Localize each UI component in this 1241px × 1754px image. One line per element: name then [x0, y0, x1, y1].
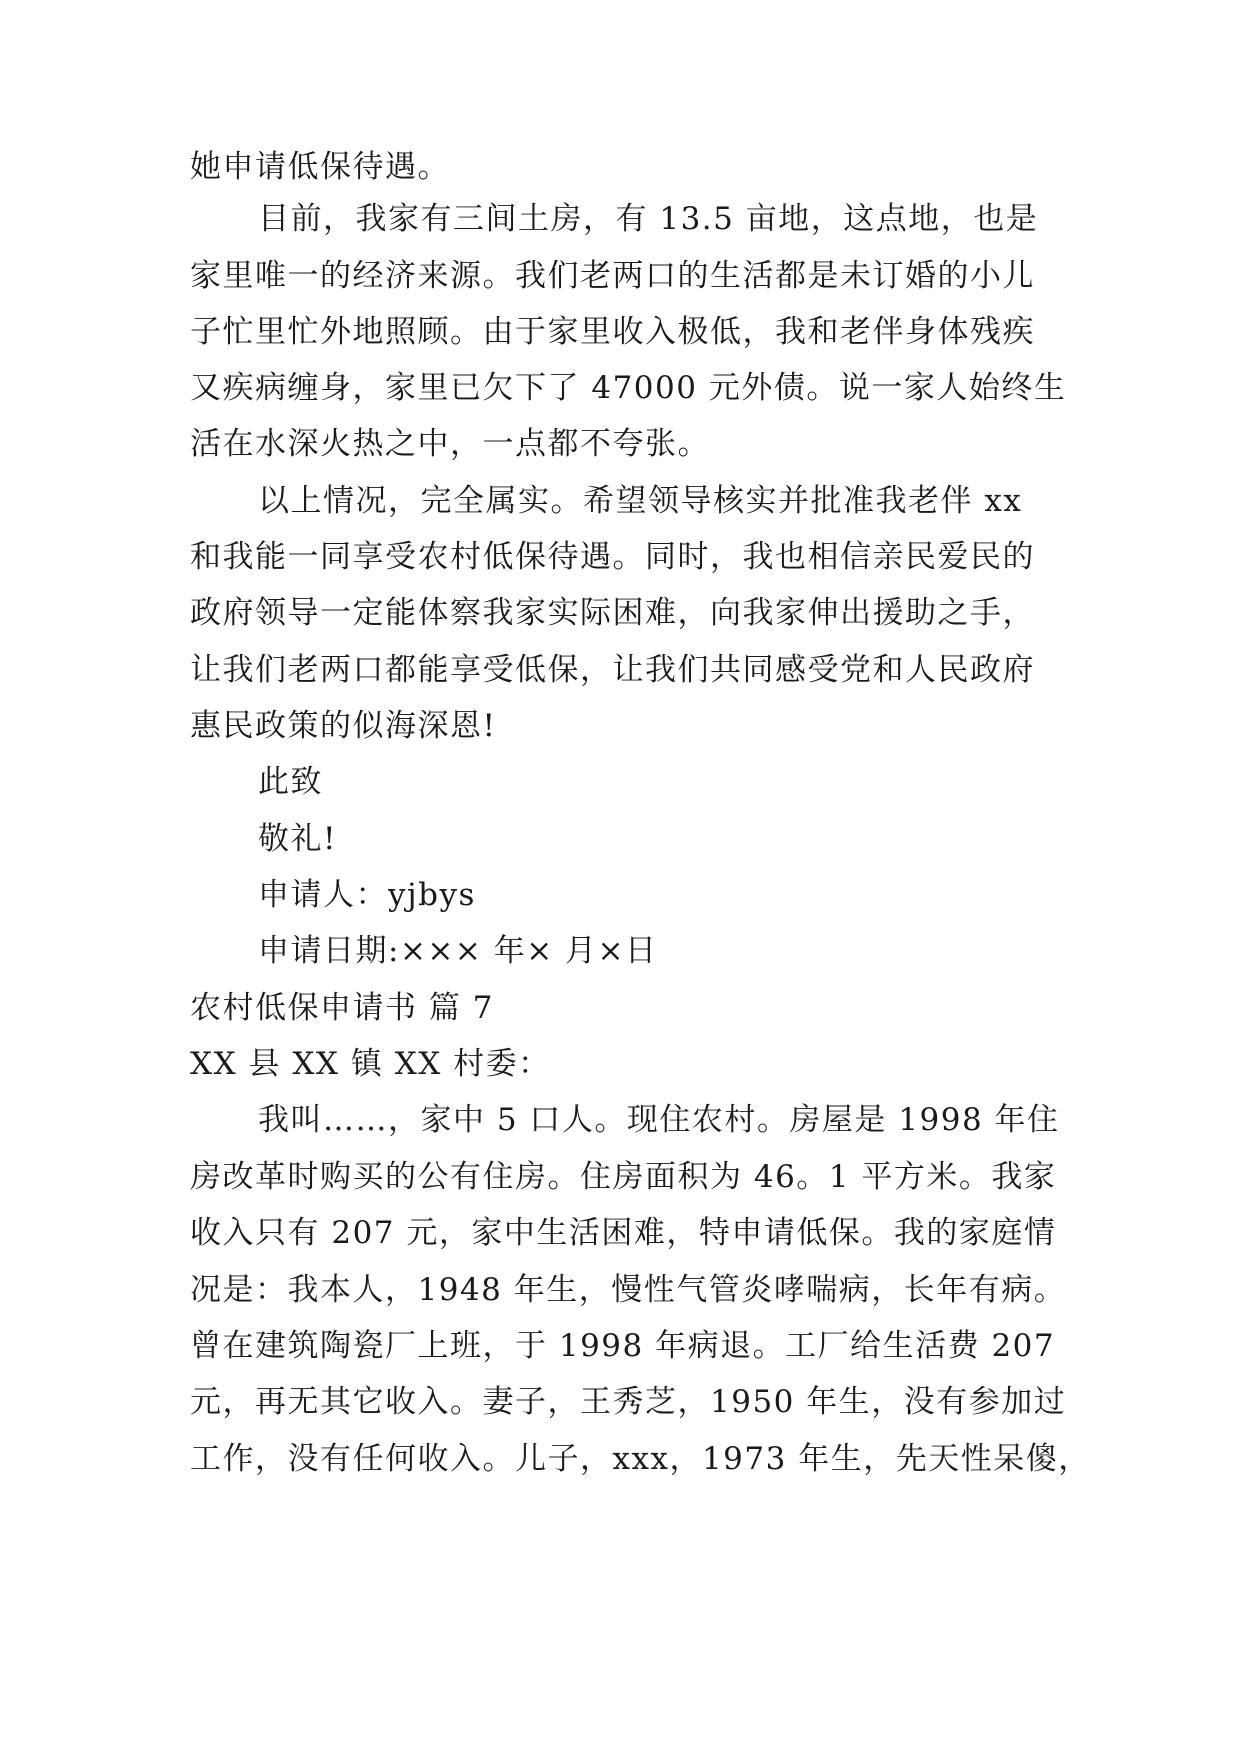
text-line: 目前，我家有三间土房，有 13.5 亩地，这点地，也是: [258, 201, 1039, 237]
applicant-line: 申请人：yjbys: [258, 877, 476, 913]
text-line: 子忙里忙外地照顾。由于家里收入极低，我和老伴身体残疾: [190, 314, 1035, 350]
salutation-line: XX 县 XX 镇 XX 村委：: [190, 1046, 551, 1082]
text-line: 家里唯一的经济来源。我们老两口的生活都是未订婚的小儿: [190, 258, 1035, 294]
text-line: 她申请低保待遇。: [190, 149, 450, 185]
text-line: 惠民政策的似海深恩!: [190, 708, 497, 744]
text-line: 和我能一同享受农村低保待遇。同时，我也相信亲民爱民的: [190, 539, 1035, 575]
text-line: 房改革时购买的公有住房。住房面积为 46。1 平方米。我家: [190, 1159, 1057, 1195]
date-line: 申请日期:××× 年× 月×日: [258, 933, 658, 969]
text-line: 以上情况，完全属实。希望领导核实并批准我老伴 xx: [258, 483, 1023, 519]
text-line: 政府领导一定能体察我家实际困难，向我家伸出援助之手，: [190, 595, 1035, 631]
closing-line: 敬礼!: [258, 821, 337, 857]
text-line: 况是：我本人，1948 年生，慢性气管炎哮喘病，长年有病。: [190, 1272, 1067, 1308]
closing-line: 此致: [258, 764, 323, 800]
section-heading: 农村低保申请书 篇 7: [190, 990, 494, 1026]
text-line: 我叫……，家中 5 口人。现住农村。房屋是 1998 年住: [258, 1102, 1060, 1138]
text-line: 曾在建筑陶瓷厂上班，于 1998 年病退。工厂给生活费 207: [190, 1328, 1056, 1364]
text-line: 又疾病缠身，家里已欠下了 47000 元外债。说一家人始终生: [190, 370, 1067, 406]
text-line: 元，再无其它收入。妻子，王秀芝，1950 年生，没有参加过: [190, 1384, 1067, 1420]
text-line: 收入只有 207 元，家中生活困难，特申请低保。我的家庭情: [190, 1215, 1057, 1251]
text-line: 让我们老两口都能享受低保，让我们共同感受党和人民政府: [190, 652, 1035, 688]
text-line: 活在水深火热之中，一点都不夸张。: [190, 426, 710, 462]
text-line: 工作，没有任何收入。儿子，xxx，1973 年生，先天性呆傻，: [190, 1441, 1091, 1477]
